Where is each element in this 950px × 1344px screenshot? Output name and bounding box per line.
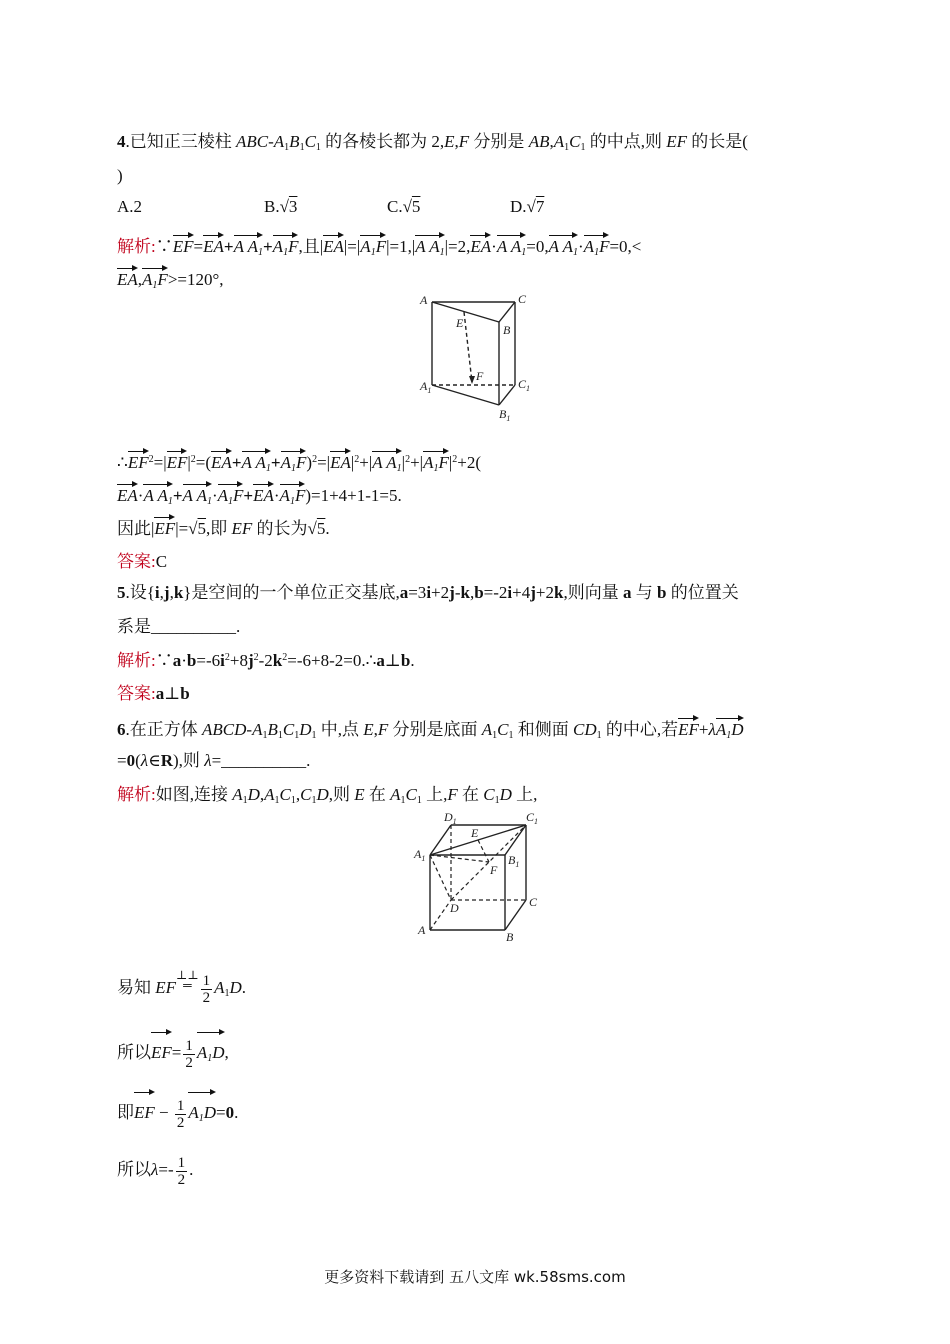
q4-solution-line4: EA·A $A_1+A$ $A_1\cdot A_1F+EA\cdot A_1F)=1+4+1-1=5$. (117, 482, 402, 507)
option-a: A.2 (117, 197, 143, 216)
q4-solution-line5: 因此|EF|=√5,即 EF 的长为√5. (117, 515, 330, 540)
q4-stem-line2: ) (117, 166, 123, 185)
footer: 更多资料下载请到 五八文库 wk.58sms.com (324, 1268, 626, 1286)
svg-text:B: B (503, 323, 511, 337)
svg-text:A: A (418, 923, 426, 937)
svg-text:C: C (529, 895, 538, 909)
svg-text:B1: $B_1$ (508, 853, 520, 869)
q6-stem-line1: 6.在正方体 ABCD-$A_1B_1C_1D_1$ 中,点 E,F 分别是底面 $A_1C_1$ 和侧面 $CD_1$ 的中心,若$EF+\lambda A_1D$ (117, 716, 744, 741)
svg-text:A1: $A_1$ (420, 379, 432, 395)
svg-text:B: B (506, 930, 514, 944)
svg-text:C1: $C_1$ (518, 377, 531, 393)
svg-text:E: E (471, 826, 479, 840)
svg-text:A1: $A_1$ (414, 847, 426, 863)
q5-answer: 答案:a⊥b (117, 684, 190, 703)
svg-text:D: D (450, 901, 459, 915)
prism-figure (412, 290, 542, 426)
q6-stem-line2: =0(λ∈R),则 λ=__________. (117, 751, 311, 770)
q5-solution: 解析$:\because a\cdot b=-6i^2+8j^2-2k^2=-6+8-2=0.\therefore a\perp b$. (117, 651, 415, 670)
svg-text:C1: $C_1$ (526, 810, 539, 826)
q4-solution-line2: $EA,A_1F>=120^\circ$, (117, 266, 224, 291)
q6-solution-line5: 所以λ=- $\frac{1}{2}$ . (117, 1154, 194, 1188)
q6-solution-line3: 所以EF= $\frac{1}{2}$ $A_1D$, (117, 1030, 229, 1073)
svg-text:F: F (476, 369, 484, 383)
q6-solution-line4: 即EF − $\frac{1}{2}$ $A_1D=0$. (117, 1090, 238, 1133)
svg-text:B1: $B_1$ (499, 407, 511, 423)
svg-text:F: F (490, 863, 498, 877)
option-c: C.√5 (387, 197, 421, 216)
q4-solution-line3: $\therefore EF^2=|EF|^2=(EA+A$ $A_1+A_1F)^2=|EA|^2+|A$ $A_1|^2+|A_1F|^2+2$( (117, 449, 481, 474)
q4-answer: 答案:C (117, 552, 168, 571)
svg-text:A: A (420, 293, 428, 307)
q5-stem-line2: 系是__________. (117, 617, 241, 636)
q4-solution-line1: 解析:∵EF=EA+A $A_1+A_1F$,且$|EA|=|A_1F|=1,|A$ $A_1|=2,EA\cdot A$ $A_1=0,A$ $A_1\cdot A_1F=0,<$ (117, 233, 641, 258)
option-d: D.√7 (510, 197, 545, 216)
cube-figure (410, 808, 550, 944)
q5-stem-line1: 5.设{i,j,k}是空间的一个单位正交基底,a=3i+2j-k,b=-2i+4j+2k,则向量 a 与 b 的位置关 (117, 583, 739, 602)
q4-stem-line1: 4.已知正三棱柱 ABC-$A_1B_1C_1$ 的各棱长都为 2,E,F 分别是 $AB,A_1C_1$ 的中点,则 EF 的长是( (117, 132, 748, 153)
svg-text:D1: $D_1$ (444, 810, 457, 826)
q6-solution-line1: 解析:如图,连接 $A_1D,A_1C_1,C_1D$,则 E 在 $A_1C_1$ 上,F 在 $C_1D$ 上, (117, 785, 538, 806)
svg-text:C: C (518, 292, 527, 306)
option-b: B.√3 (264, 197, 298, 216)
q6-solution-line2: 易知 EF⊥⊥ ═ $\frac{1}{2}$ $A_1D$. (117, 968, 247, 1006)
svg-text:E: E (456, 316, 464, 330)
